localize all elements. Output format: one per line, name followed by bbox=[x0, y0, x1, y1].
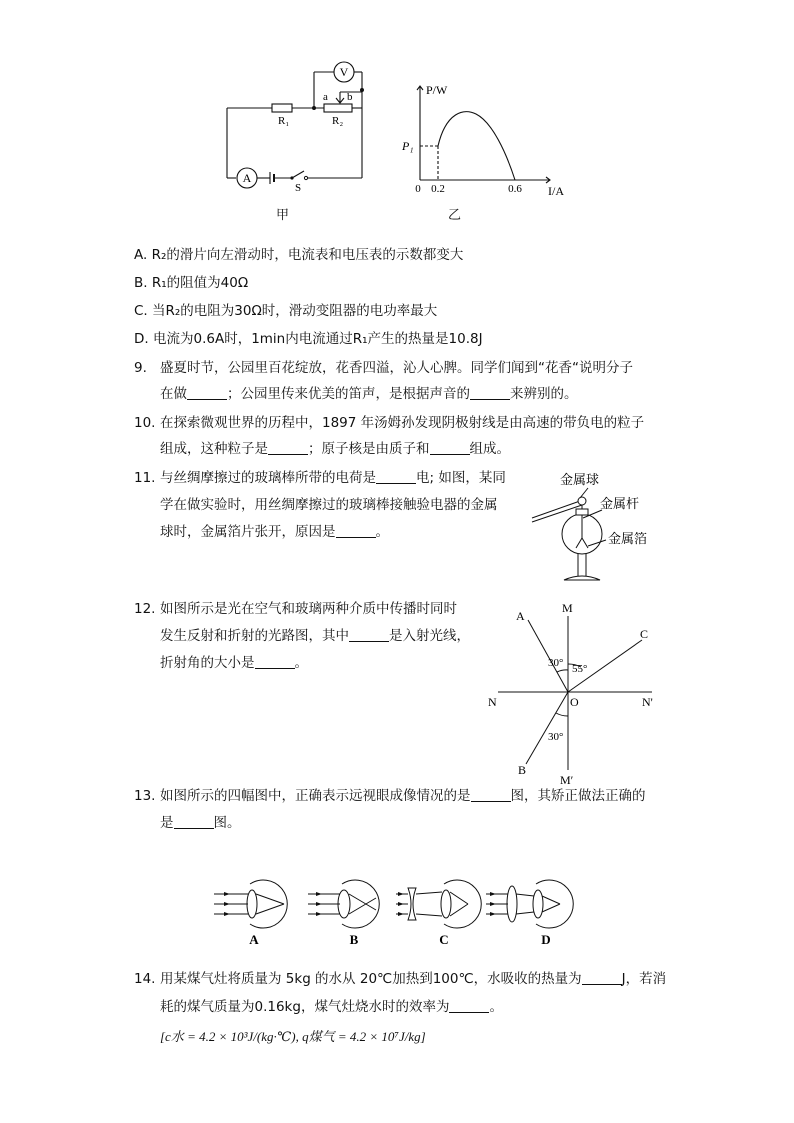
q12-line2 bbox=[160, 623, 470, 649]
option-letter: B. bbox=[134, 275, 148, 291]
angle-30-bottom: 30° bbox=[548, 731, 564, 743]
figure-yi-caption: 乙 bbox=[448, 208, 462, 223]
option-letter: D. bbox=[134, 331, 149, 347]
option-letter: A. bbox=[134, 247, 148, 263]
voltmeter-label: V bbox=[339, 65, 349, 79]
q9-text: 在做 bbox=[160, 386, 187, 402]
slider-b-label: b bbox=[347, 91, 353, 103]
eye-d-label: D bbox=[541, 932, 551, 947]
slider-a-label: a bbox=[323, 91, 328, 103]
q13-text: 如图所示的四幅图中，正确表示远视眼成像情况的是 bbox=[160, 788, 471, 804]
q12-line3 bbox=[160, 650, 308, 676]
answer-blank[interactable] bbox=[268, 440, 308, 455]
q11-line3 bbox=[160, 519, 389, 545]
ray-b-label: B bbox=[518, 763, 527, 777]
answer-blank[interactable] bbox=[582, 970, 622, 985]
surface-n-label: N bbox=[488, 695, 497, 709]
q11-number: 11. bbox=[134, 470, 156, 486]
metal-rod-label: 金属杆 bbox=[600, 496, 640, 511]
normal-m-label: M bbox=[562, 601, 573, 615]
answer-blank[interactable] bbox=[449, 998, 489, 1013]
answer-blank[interactable] bbox=[255, 654, 295, 669]
q13-text: 图，其矫正做法正确的 bbox=[510, 788, 646, 804]
figure-jia-caption: 甲 bbox=[276, 208, 290, 223]
q13-text: 是 bbox=[160, 815, 174, 831]
q10-text: 组成，这种粒子是 bbox=[160, 441, 268, 457]
angle-30-top: 30° bbox=[548, 657, 564, 669]
refraction-diagram bbox=[484, 598, 664, 788]
answer-blank[interactable] bbox=[174, 814, 214, 829]
graph-p1-label: P₁ bbox=[402, 139, 414, 153]
q9-text: 来辨别的。 bbox=[510, 386, 578, 402]
q9-text: ；公园里传来优美的笛声，是根据声音的 bbox=[227, 386, 470, 402]
q14-line1 bbox=[160, 966, 666, 992]
option-letter: C. bbox=[134, 303, 148, 319]
electroscope-diagram bbox=[530, 468, 660, 590]
option-text: R₁的阻值为40Ω bbox=[151, 275, 249, 291]
option-text: R₂的滑片向左滑动时，电流表和电压表的示数都变大 bbox=[151, 247, 464, 263]
q9-line2 bbox=[160, 381, 578, 407]
graph-xlabel: I/A bbox=[548, 184, 564, 198]
r1-label: R₁ bbox=[278, 115, 290, 127]
answer-blank[interactable] bbox=[187, 385, 227, 400]
q12-text: 是入射光线， bbox=[389, 628, 470, 644]
q12-line1: 如图所示是光在空气和玻璃两种介质中传播时同时 bbox=[160, 601, 457, 617]
q10-line2 bbox=[160, 436, 510, 462]
q11-line1 bbox=[160, 465, 506, 491]
q8-option-b bbox=[134, 270, 248, 296]
metal-ball-label: 金属球 bbox=[560, 472, 600, 487]
q11-text: 球时，金属箔片张开，原因是 bbox=[160, 524, 336, 540]
q12-text: 发生反射和折射的光路图，其中 bbox=[160, 628, 349, 644]
graph-ylabel: P/W bbox=[426, 83, 448, 97]
q12-number: 12. bbox=[134, 601, 156, 617]
q8-option-a bbox=[134, 242, 463, 268]
q8-option-c bbox=[134, 298, 437, 324]
q10-number: 10. bbox=[134, 415, 156, 431]
answer-blank[interactable] bbox=[430, 440, 470, 455]
ammeter-label: A bbox=[242, 171, 252, 185]
graph-tick-0-6: 0.6 bbox=[508, 183, 522, 195]
q11-text: 与丝绸摩擦过的玻璃棒所带的电荷是 bbox=[160, 470, 376, 486]
q14-text: 用某煤气灶将质量为 5kg 的水从 20℃加热到100℃，水吸收的热量为 bbox=[160, 971, 582, 987]
eye-c bbox=[396, 880, 481, 928]
q12-text: 。 bbox=[294, 655, 308, 671]
q10-text: 组成。 bbox=[469, 441, 510, 457]
q13-number: 13. bbox=[134, 788, 156, 804]
q11-text: 电; 如图，某同 bbox=[416, 470, 506, 486]
eye-c-label: C bbox=[439, 932, 449, 947]
ray-c-label: C bbox=[640, 627, 649, 641]
q11-text: 。 bbox=[375, 524, 389, 540]
q13-line1 bbox=[160, 783, 646, 809]
q13-text: 图。 bbox=[213, 815, 241, 831]
point-o-label: O bbox=[570, 695, 579, 709]
q10-text: ；原子核是由质子和 bbox=[308, 441, 430, 457]
eye-diagrams bbox=[212, 872, 592, 950]
answer-blank[interactable] bbox=[376, 469, 416, 484]
eye-d bbox=[486, 880, 573, 928]
option-text: 当R₂的电阻为30Ω时，滑动变阻器的电功率最大 bbox=[152, 303, 438, 319]
power-current-graph bbox=[398, 80, 573, 198]
option-text: 电流为0.6A时，1min内电流通过R₁产生的热量是10.8J bbox=[152, 331, 483, 347]
normal-m2-label: M′ bbox=[560, 773, 574, 787]
graph-tick-0-2: 0.2 bbox=[431, 183, 445, 195]
q12-text: 折射角的大小是 bbox=[160, 655, 255, 671]
circuit-diagram bbox=[222, 58, 372, 193]
q14-line2 bbox=[160, 994, 503, 1020]
switch-label: S bbox=[295, 182, 302, 193]
q14-text: J，若消 bbox=[621, 971, 667, 987]
eye-b-label: B bbox=[349, 932, 359, 947]
angle-55: 55° bbox=[572, 663, 588, 675]
q14-formula: [c水 = 4.2 × 10³J/(kg·℃), q煤气 = 4.2 × 10⁷J/kg] bbox=[160, 1029, 426, 1044]
q14-text: 。 bbox=[489, 999, 503, 1015]
q9-number: 9. bbox=[134, 360, 147, 376]
r2-label: R₂ bbox=[332, 115, 344, 127]
q11-line2: 学在做实验时，用丝绸摩擦过的玻璃棒接触验电器的金属 bbox=[160, 497, 498, 513]
eye-a-label: A bbox=[249, 932, 259, 947]
q14-number: 14. bbox=[134, 971, 156, 987]
answer-blank[interactable] bbox=[336, 523, 376, 538]
surface-n2-label: N' bbox=[642, 695, 653, 709]
q14-text: 耗的煤气质量为0.16kg，煤气灶烧水时的效率为 bbox=[160, 999, 450, 1015]
q13-line2 bbox=[160, 810, 241, 836]
q8-option-d bbox=[134, 326, 483, 352]
q10-line1: 在探索微观世界的历程中，1897 年汤姆孙发现阴极射线是由高速的带负电的粒子 bbox=[160, 415, 645, 431]
answer-blank[interactable] bbox=[470, 385, 510, 400]
q9-line1: 盛夏时节，公园里百花绽放，花香四溢，沁人心脾。同学们闻到“花香“说明分子 bbox=[160, 360, 633, 376]
ray-a-label: A bbox=[516, 609, 525, 623]
metal-foil-label: 金属箔 bbox=[608, 531, 648, 546]
graph-origin: 0 bbox=[415, 183, 421, 195]
answer-blank[interactable] bbox=[349, 627, 389, 642]
answer-blank[interactable] bbox=[471, 787, 511, 802]
